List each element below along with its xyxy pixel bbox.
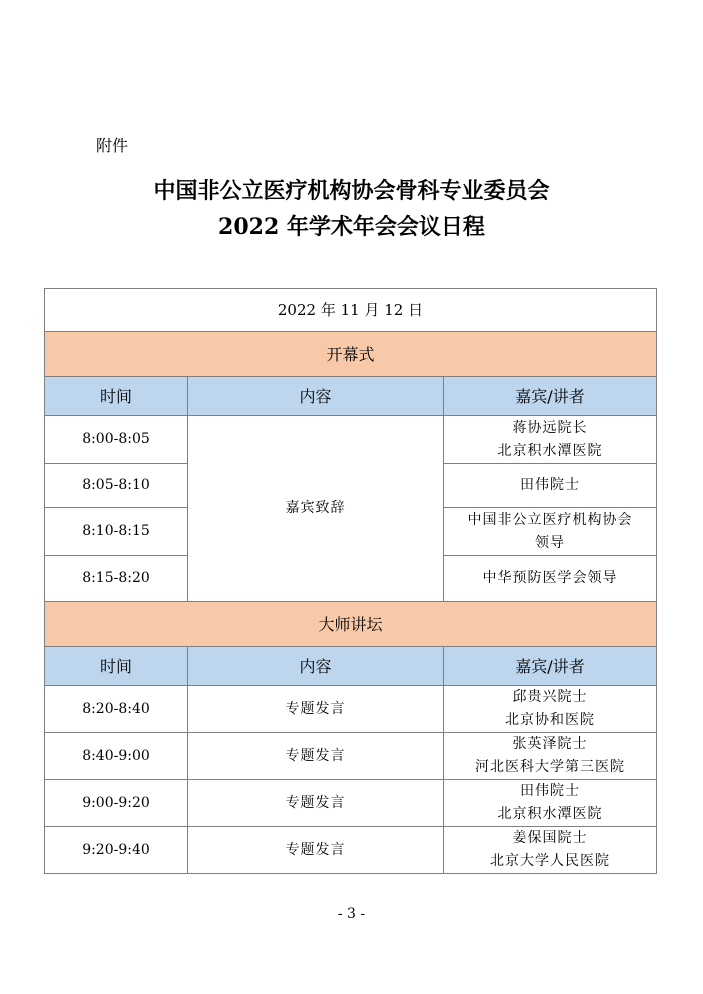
time-cell: 8:20-8:40 xyxy=(45,686,188,733)
content-cell: 专题发言 xyxy=(188,827,444,874)
speaker-affiliation: 领导 xyxy=(535,534,565,551)
table-row xyxy=(45,686,657,733)
time-cell: 8:05-8:10 xyxy=(45,464,188,508)
speaker-name: 蒋协远院长 xyxy=(512,419,588,436)
content-cell: 专题发言 xyxy=(188,780,444,827)
document-title-line2: 2022 年学术年会会议日程 xyxy=(218,214,485,240)
section-header-row xyxy=(45,332,657,377)
time-cell: 9:20-9:40 xyxy=(45,827,188,874)
time-cell: 8:00-8:05 xyxy=(45,416,188,464)
content-cell: 专题发言 xyxy=(188,733,444,780)
column-header-row xyxy=(45,647,657,686)
speaker-name: 姜保国院士 xyxy=(512,830,588,846)
section-title-master-forum: 大师讲坛 xyxy=(45,602,657,647)
time-cell: 8:10-8:15 xyxy=(45,508,188,556)
table-row xyxy=(45,733,657,780)
speaker-cell xyxy=(444,780,657,827)
speaker-cell xyxy=(444,508,657,556)
table-row xyxy=(45,827,657,874)
column-header-time: 时间 xyxy=(45,647,188,686)
time-cell: 8:40-9:00 xyxy=(45,733,188,780)
table-row xyxy=(45,416,657,464)
speaker-cell xyxy=(444,416,657,464)
speaker-affiliation: 河北医科大学第三医院 xyxy=(475,759,625,775)
time-cell: 8:15-8:20 xyxy=(45,556,188,602)
column-header-content: 内容 xyxy=(188,377,444,416)
column-header-row xyxy=(45,377,657,416)
column-header-speaker: 嘉宾/讲者 xyxy=(444,647,657,686)
speaker-name: 中华预防医学会领导 xyxy=(482,570,618,586)
schedule-table xyxy=(44,288,657,874)
document-title-line1: 中国非公立医疗机构协会骨科专业委员会 xyxy=(153,178,550,204)
speaker-affiliation: 北京协和医院 xyxy=(505,712,595,728)
column-header-speaker: 嘉宾/讲者 xyxy=(444,377,657,416)
speaker-cell xyxy=(444,464,657,508)
section-header-row xyxy=(45,602,657,647)
speaker-affiliation: 北京积水潭医院 xyxy=(497,806,603,822)
speaker-name: 中国非公立医疗机构协会 xyxy=(467,511,633,528)
content-cell: 专题发言 xyxy=(188,686,444,733)
speaker-cell xyxy=(444,827,657,874)
schedule-date: 2022 年 11 月 12 日 xyxy=(45,289,657,332)
speaker-cell xyxy=(444,686,657,733)
speaker-cell xyxy=(444,556,657,602)
column-header-content: 内容 xyxy=(188,647,444,686)
content-cell-merged: 嘉宾致辞 xyxy=(188,416,444,602)
speaker-name: 邱贵兴院士 xyxy=(512,689,588,705)
speaker-affiliation: 北京大学人民医院 xyxy=(490,853,610,869)
speaker-name: 张英泽院士 xyxy=(512,736,588,752)
speaker-name: 田伟院士 xyxy=(520,477,580,493)
page-number: - 3 - xyxy=(337,906,366,922)
column-header-time: 时间 xyxy=(45,377,188,416)
time-cell: 9:00-9:20 xyxy=(45,780,188,827)
table-row xyxy=(45,780,657,827)
date-row xyxy=(45,289,657,332)
speaker-name: 田伟院士 xyxy=(520,783,580,799)
attachment-label: 附件 xyxy=(96,136,129,155)
speaker-affiliation: 北京积水潭医院 xyxy=(497,442,603,459)
section-title-opening: 开幕式 xyxy=(45,332,657,377)
speaker-cell xyxy=(444,733,657,780)
